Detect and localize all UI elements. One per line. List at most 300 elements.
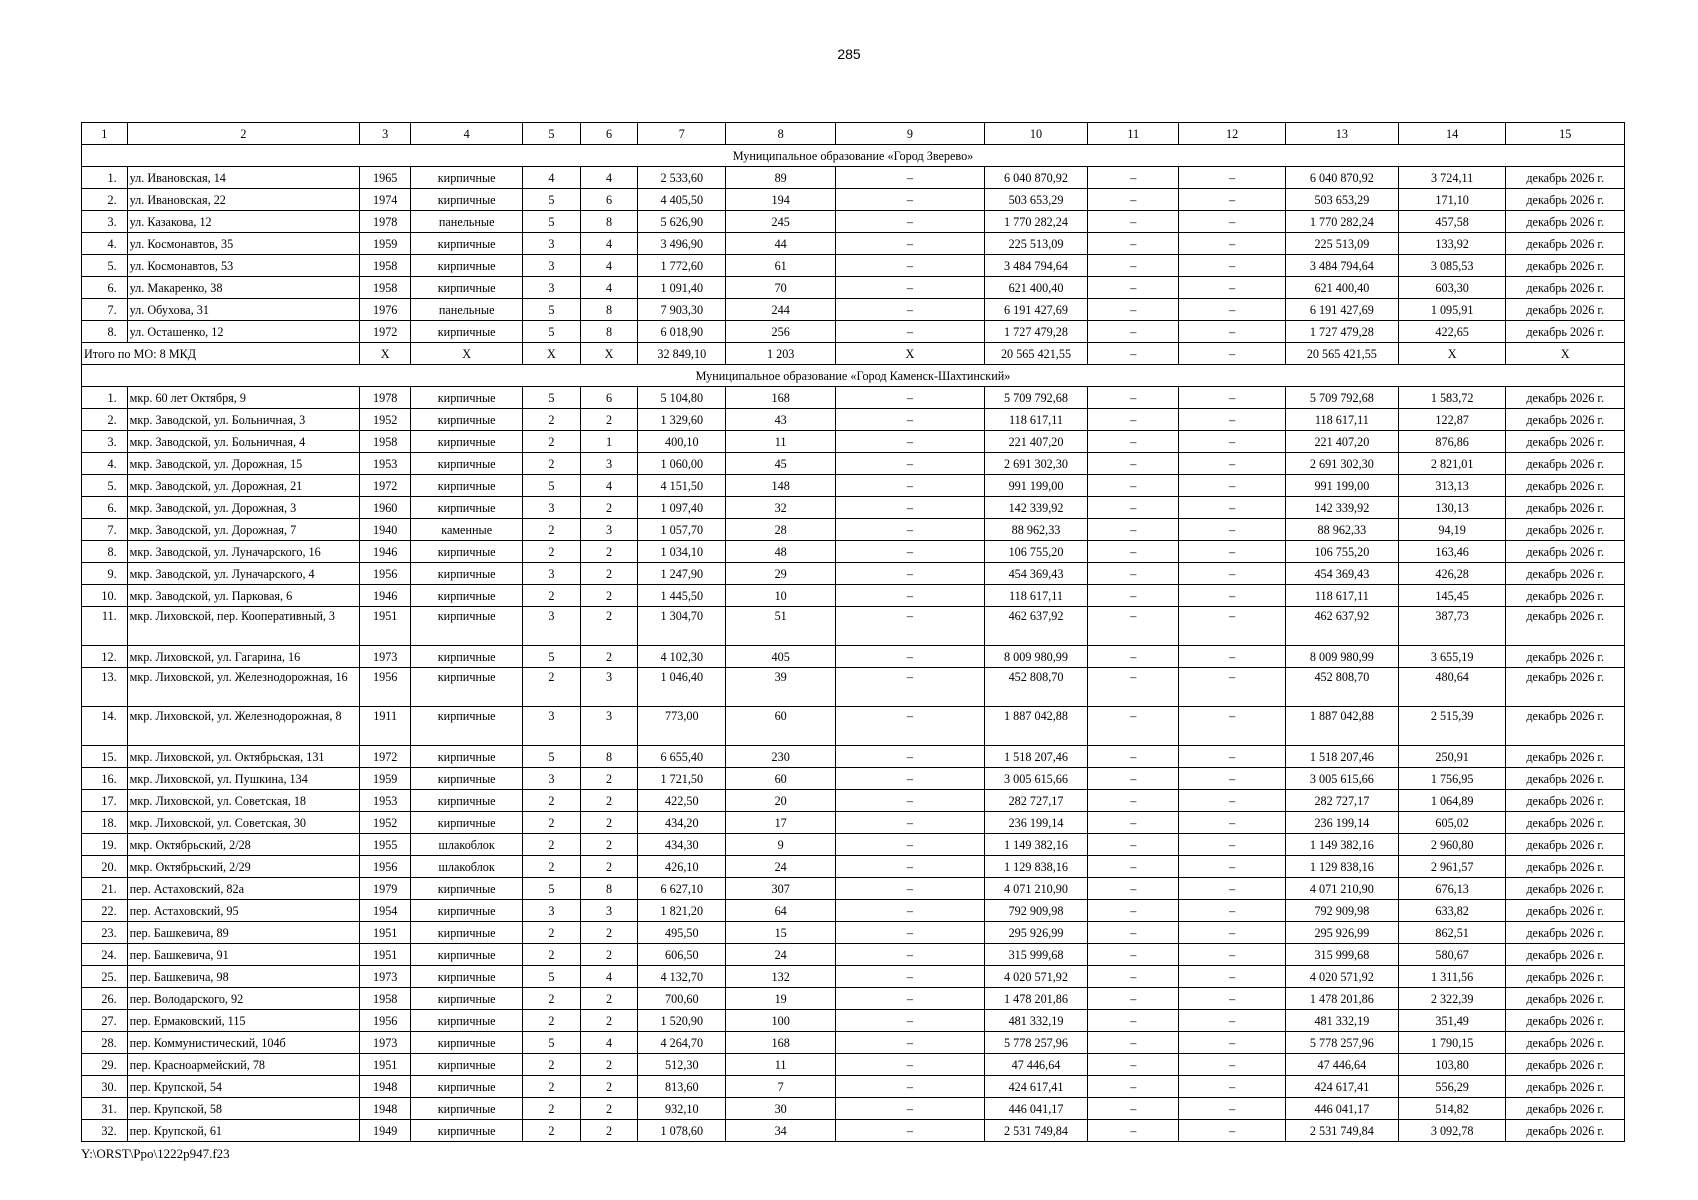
table-cell: 19. — [82, 834, 128, 856]
table-cell: – — [1088, 834, 1179, 856]
table-cell: 2 — [523, 431, 581, 453]
section-title: Муниципальное образование «Город Зверево» — [82, 145, 1625, 167]
table-cell: декабрь 2026 г. — [1506, 988, 1625, 1010]
table-cell: декабрь 2026 г. — [1506, 966, 1625, 988]
table-cell: – — [1179, 497, 1285, 519]
table-cell: 1951 — [360, 1054, 411, 1076]
table-cell: 307 — [726, 878, 836, 900]
table-cell: – — [1088, 387, 1179, 409]
table-cell: 5 — [523, 299, 581, 321]
table-cell: – — [836, 233, 985, 255]
table-cell: – — [836, 585, 985, 607]
table-cell: – — [1088, 1010, 1179, 1032]
table-cell: декабрь 2026 г. — [1506, 1010, 1625, 1032]
table-cell: 6 655,40 — [638, 746, 726, 768]
table-cell: 106 755,20 — [1285, 541, 1398, 563]
table-cell: – — [1179, 646, 1285, 668]
table-cell: – — [1179, 856, 1285, 878]
table-cell: ул. Осташенко, 12 — [127, 321, 360, 343]
table-cell: 1 091,40 — [638, 277, 726, 299]
table-cell: кирпичные — [411, 746, 523, 768]
table-cell: 221 407,20 — [1285, 431, 1398, 453]
table-cell: 2 — [580, 1098, 638, 1120]
table-cell: 4 020 571,92 — [1285, 966, 1398, 988]
table-cell: 792 909,98 — [1285, 900, 1398, 922]
table-cell: 3 — [523, 497, 581, 519]
table-cell: 2 — [580, 944, 638, 966]
table-cell: – — [836, 277, 985, 299]
table-cell: 2 322,39 — [1398, 988, 1506, 1010]
table-cell: 23. — [82, 922, 128, 944]
table-cell: – — [836, 834, 985, 856]
table-cell: 6 040 870,92 — [1285, 167, 1398, 189]
table-cell: 6 040 870,92 — [984, 167, 1087, 189]
table-cell: – — [1088, 497, 1179, 519]
table-cell: 6. — [82, 497, 128, 519]
table-cell: 130,13 — [1398, 497, 1506, 519]
table-cell: 168 — [726, 1032, 836, 1054]
table-cell: – — [1179, 746, 1285, 768]
table-cell: 1 727 479,28 — [984, 321, 1087, 343]
table-cell: 236 199,14 — [984, 812, 1087, 834]
table-row — [82, 646, 1625, 668]
table-row — [82, 387, 1625, 409]
table-cell: 1952 — [360, 409, 411, 431]
table-cell: 2 — [523, 922, 581, 944]
table-cell: 2 — [523, 519, 581, 541]
table-cell: – — [1179, 922, 1285, 944]
table-row — [82, 966, 1625, 988]
table-cell: 2 821,01 — [1398, 453, 1506, 475]
table-cell: 4 264,70 — [638, 1032, 726, 1054]
table-cell: декабрь 2026 г. — [1506, 167, 1625, 189]
table-cell: 221 407,20 — [984, 431, 1087, 453]
table-cell: кирпичные — [411, 431, 523, 453]
table-cell: – — [1088, 585, 1179, 607]
table-cell: 1 518 207,46 — [1285, 746, 1398, 768]
section-header-row — [82, 365, 1625, 387]
table-cell: 422,50 — [638, 790, 726, 812]
table-cell: 3 — [580, 900, 638, 922]
table-cell: 876,86 — [1398, 431, 1506, 453]
table-cell: пер. Крупской, 61 — [127, 1120, 360, 1142]
table-cell: 19 — [726, 988, 836, 1010]
table-cell: 10 — [726, 585, 836, 607]
total-label: Итого по МО: 8 МКД — [82, 343, 360, 365]
table-cell: пер. Астаховский, 95 — [127, 900, 360, 922]
table-cell: – — [1088, 966, 1179, 988]
table-cell: – — [836, 1032, 985, 1054]
table-cell: 1951 — [360, 922, 411, 944]
table-cell: кирпичные — [411, 453, 523, 475]
table-row — [82, 944, 1625, 966]
table-cell: мкр. Октябрьский, 2/29 — [127, 856, 360, 878]
table-cell: 424 617,41 — [1285, 1076, 1398, 1098]
table-cell: 2 — [580, 922, 638, 944]
table-row — [82, 768, 1625, 790]
table-cell: 2 — [580, 834, 638, 856]
table-cell: 2 — [580, 988, 638, 1010]
table-cell: 5 — [523, 321, 581, 343]
table-cell: 2 — [523, 1098, 581, 1120]
table-cell: 2 531 749,84 — [1285, 1120, 1398, 1142]
table-cell: 5 — [523, 878, 581, 900]
table-cell: 245 — [726, 211, 836, 233]
table-cell: – — [1179, 409, 1285, 431]
table-cell: кирпичные — [411, 233, 523, 255]
table-cell: 88 962,33 — [984, 519, 1087, 541]
table-cell: 1 478 201,86 — [1285, 988, 1398, 1010]
table-cell: кирпичные — [411, 922, 523, 944]
table-cell: 24 — [726, 856, 836, 878]
table-cell: 256 — [726, 321, 836, 343]
table-cell: 1948 — [360, 1098, 411, 1120]
table-cell: 100 — [726, 1010, 836, 1032]
table-cell: декабрь 2026 г. — [1506, 497, 1625, 519]
table-cell: декабрь 2026 г. — [1506, 189, 1625, 211]
table-cell: – — [1088, 563, 1179, 585]
table-row — [82, 1054, 1625, 1076]
table-cell: 3 — [523, 768, 581, 790]
table-cell: 9 — [726, 834, 836, 856]
table-cell: – — [1088, 812, 1179, 834]
column-number: 3 — [360, 123, 411, 145]
table-cell: 2 — [580, 812, 638, 834]
table-cell: мкр. Заводской, ул. Луначарского, 16 — [127, 541, 360, 563]
table-cell: 4 — [580, 233, 638, 255]
table-cell: – — [836, 966, 985, 988]
table-cell: кирпичные — [411, 255, 523, 277]
housing-register-table — [81, 122, 1625, 1142]
table-cell: – — [1179, 585, 1285, 607]
table-cell: мкр. Заводской, ул. Дорожная, 7 — [127, 519, 360, 541]
table-cell: 106 755,20 — [984, 541, 1087, 563]
table-cell: 862,51 — [1398, 922, 1506, 944]
table-cell: 6 191 427,69 — [1285, 299, 1398, 321]
table-cell: 1978 — [360, 211, 411, 233]
table-cell: 133,92 — [1398, 233, 1506, 255]
table-cell: 556,29 — [1398, 1076, 1506, 1098]
table-cell: 295 926,99 — [984, 922, 1087, 944]
table-cell: 168 — [726, 387, 836, 409]
table-cell: 1953 — [360, 790, 411, 812]
table-cell: 2 — [580, 646, 638, 668]
table-cell: 4 071 210,90 — [984, 878, 1087, 900]
table-cell: – — [1088, 211, 1179, 233]
table-cell: 32 — [726, 497, 836, 519]
table-cell: 2 515,39 — [1398, 707, 1506, 746]
table-cell: – — [1179, 607, 1285, 646]
table-cell: – — [836, 167, 985, 189]
table-row — [82, 1032, 1625, 1054]
table-cell: 4 071 210,90 — [1285, 878, 1398, 900]
table-cell: 446 041,17 — [1285, 1098, 1398, 1120]
table-cell: 1 064,89 — [1398, 790, 1506, 812]
table-cell: кирпичные — [411, 1054, 523, 1076]
table-cell: – — [1088, 646, 1179, 668]
table-cell: 2 — [523, 409, 581, 431]
table-row — [82, 497, 1625, 519]
table-row — [82, 167, 1625, 189]
table-cell: 60 — [726, 707, 836, 746]
table-cell: 225 513,09 — [1285, 233, 1398, 255]
table-cell: 7 903,30 — [638, 299, 726, 321]
table-cell: декабрь 2026 г. — [1506, 233, 1625, 255]
table-cell: 700,60 — [638, 988, 726, 1010]
table-cell: 194 — [726, 189, 836, 211]
table-cell: 11. — [82, 607, 128, 646]
table-cell: 603,30 — [1398, 277, 1506, 299]
table-cell: кирпичные — [411, 944, 523, 966]
table-cell: 1965 — [360, 167, 411, 189]
table-cell: мкр. Заводской, ул. Больничная, 4 — [127, 431, 360, 453]
table-cell: – — [1179, 812, 1285, 834]
table-cell: 400,10 — [638, 431, 726, 453]
table-cell: – — [1179, 944, 1285, 966]
table-cell: – — [1088, 299, 1179, 321]
table-cell: кирпичные — [411, 966, 523, 988]
table-cell: 454 369,43 — [1285, 563, 1398, 585]
table-cell: 1 329,60 — [638, 409, 726, 431]
table-cell: декабрь 2026 г. — [1506, 1076, 1625, 1098]
table-row — [82, 1076, 1625, 1098]
table-cell: – — [1179, 834, 1285, 856]
table-cell: 1940 — [360, 519, 411, 541]
table-cell: 163,46 — [1398, 541, 1506, 563]
table-cell: 148 — [726, 475, 836, 497]
table-cell: 424 617,41 — [984, 1076, 1087, 1098]
table-row — [82, 922, 1625, 944]
table-cell: пер. Башкевича, 91 — [127, 944, 360, 966]
table-cell: 2 — [523, 541, 581, 563]
table-cell: пер. Башкевича, 89 — [127, 922, 360, 944]
table-cell: – — [1088, 453, 1179, 475]
table-cell: ул. Макаренко, 38 — [127, 277, 360, 299]
table-row — [82, 453, 1625, 475]
table-cell: декабрь 2026 г. — [1506, 668, 1625, 707]
table-cell: – — [1088, 900, 1179, 922]
table-cell: декабрь 2026 г. — [1506, 585, 1625, 607]
table-cell: – — [836, 211, 985, 233]
table-row — [82, 299, 1625, 321]
table-cell: 2 — [580, 497, 638, 519]
table-cell: 313,13 — [1398, 475, 1506, 497]
table-cell: 3. — [82, 431, 128, 453]
table-cell: 2 — [523, 790, 581, 812]
table-cell: мкр. Заводской, ул. Луначарского, 4 — [127, 563, 360, 585]
table-row — [82, 233, 1625, 255]
table-cell: 1 790,15 — [1398, 1032, 1506, 1054]
table-cell: 1958 — [360, 277, 411, 299]
table-cell: 103,80 — [1398, 1054, 1506, 1076]
table-cell: 1 721,50 — [638, 768, 726, 790]
table-cell: декабрь 2026 г. — [1506, 321, 1625, 343]
table-cell: 1 821,20 — [638, 900, 726, 922]
table-cell: – — [836, 475, 985, 497]
table-cell: 3 — [523, 900, 581, 922]
table-cell: 122,87 — [1398, 409, 1506, 431]
table-cell: мкр. 60 лет Октября, 9 — [127, 387, 360, 409]
table-cell: 633,82 — [1398, 900, 1506, 922]
table-cell: – — [1088, 343, 1179, 365]
table-cell: 236 199,14 — [1285, 812, 1398, 834]
table-cell: 28. — [82, 1032, 128, 1054]
table-row — [82, 668, 1625, 707]
table-cell: 315 999,68 — [1285, 944, 1398, 966]
table-cell: 5 778 257,96 — [984, 1032, 1087, 1054]
table-cell: декабрь 2026 г. — [1506, 944, 1625, 966]
table-cell: декабрь 2026 г. — [1506, 900, 1625, 922]
table-cell: 1973 — [360, 646, 411, 668]
table-cell: 60 — [726, 768, 836, 790]
table-cell: кирпичные — [411, 1010, 523, 1032]
table-cell: 514,82 — [1398, 1098, 1506, 1120]
table-cell: кирпичные — [411, 988, 523, 1010]
table-cell: – — [1179, 1010, 1285, 1032]
table-cell: 4 405,50 — [638, 189, 726, 211]
table-cell: 1958 — [360, 255, 411, 277]
column-number-row — [82, 123, 1625, 145]
table-cell: – — [836, 255, 985, 277]
table-cell: – — [1179, 1120, 1285, 1142]
table-cell: кирпичные — [411, 607, 523, 646]
table-cell: 3 005 615,66 — [1285, 768, 1398, 790]
table-cell: 495,50 — [638, 922, 726, 944]
table-cell: мкр. Лиховской, ул. Октябрьская, 131 — [127, 746, 360, 768]
table-cell: мкр. Лиховской, ул. Советская, 30 — [127, 812, 360, 834]
table-cell: 4. — [82, 233, 128, 255]
table-cell: – — [836, 668, 985, 707]
table-row — [82, 790, 1625, 812]
table-cell: 991 199,00 — [1285, 475, 1398, 497]
table-cell: 5 — [523, 746, 581, 768]
table-cell: 1951 — [360, 944, 411, 966]
table-cell: – — [836, 856, 985, 878]
table-cell: 2 — [523, 453, 581, 475]
table-cell: декабрь 2026 г. — [1506, 1098, 1625, 1120]
table-cell: – — [1088, 519, 1179, 541]
table-cell: декабрь 2026 г. — [1506, 646, 1625, 668]
table-cell: 2 — [580, 1120, 638, 1142]
table-cell: – — [1179, 878, 1285, 900]
table-cell: декабрь 2026 г. — [1506, 922, 1625, 944]
table-cell: 351,49 — [1398, 1010, 1506, 1032]
table-cell: 2. — [82, 189, 128, 211]
table-cell: ул. Космонавтов, 53 — [127, 255, 360, 277]
table-cell: пер. Астаховский, 82а — [127, 878, 360, 900]
table-row — [82, 563, 1625, 585]
table-cell: 2 — [580, 856, 638, 878]
table-cell: 422,65 — [1398, 321, 1506, 343]
table-cell: 1948 — [360, 1076, 411, 1098]
table-cell: 145,45 — [1398, 585, 1506, 607]
table-cell: 17 — [726, 812, 836, 834]
table-cell: ул. Космонавтов, 35 — [127, 233, 360, 255]
table-cell: 3 — [580, 668, 638, 707]
table-cell: X — [1398, 343, 1506, 365]
table-cell: – — [1179, 321, 1285, 343]
table-cell: 2 — [580, 585, 638, 607]
table-cell: 230 — [726, 746, 836, 768]
table-cell: кирпичные — [411, 1098, 523, 1120]
table-cell: 480,64 — [1398, 668, 1506, 707]
table-cell: 20. — [82, 856, 128, 878]
table-row — [82, 321, 1625, 343]
table-cell: 30 — [726, 1098, 836, 1120]
table-cell: 3 — [523, 707, 581, 746]
table-cell: 8 — [580, 746, 638, 768]
table-cell: 17. — [82, 790, 128, 812]
table-cell: 621 400,40 — [984, 277, 1087, 299]
table-cell: 4 — [580, 475, 638, 497]
table-cell: мкр. Заводской, ул. Дорожная, 15 — [127, 453, 360, 475]
table-cell: X — [836, 343, 985, 365]
table-cell: X — [523, 343, 581, 365]
table-cell: 1 887 042,88 — [1285, 707, 1398, 746]
table-cell: 118 617,11 — [984, 585, 1087, 607]
table-cell: 51 — [726, 607, 836, 646]
table-row — [82, 856, 1625, 878]
table-cell: 1959 — [360, 233, 411, 255]
table-cell: ул. Ивановская, 14 — [127, 167, 360, 189]
table-cell: – — [1179, 563, 1285, 585]
table-cell: кирпичные — [411, 497, 523, 519]
table-cell: кирпичные — [411, 790, 523, 812]
table-cell: кирпичные — [411, 668, 523, 707]
table-cell: 29 — [726, 563, 836, 585]
table-cell: кирпичные — [411, 900, 523, 922]
table-cell: – — [836, 431, 985, 453]
table-cell: – — [1179, 167, 1285, 189]
table-cell: 16. — [82, 768, 128, 790]
table-cell: кирпичные — [411, 409, 523, 431]
table-cell: 676,13 — [1398, 878, 1506, 900]
table-cell: 4 — [523, 167, 581, 189]
table-cell: 21. — [82, 878, 128, 900]
table-cell: кирпичные — [411, 167, 523, 189]
table-cell: 8 009 980,99 — [984, 646, 1087, 668]
table-cell: 94,19 — [1398, 519, 1506, 541]
table-cell: 2 — [580, 541, 638, 563]
table-cell: 2 — [523, 585, 581, 607]
table-cell: – — [1179, 1032, 1285, 1054]
table-cell: панельные — [411, 299, 523, 321]
table-cell: 6 — [580, 387, 638, 409]
table-cell: 61 — [726, 255, 836, 277]
table-cell: ул. Обухова, 31 — [127, 299, 360, 321]
table-cell: декабрь 2026 г. — [1506, 299, 1625, 321]
table-cell: 8. — [82, 321, 128, 343]
table-cell: 24 — [726, 944, 836, 966]
table-cell: – — [1088, 707, 1179, 746]
table-cell: 295 926,99 — [1285, 922, 1398, 944]
table-cell: 3 724,11 — [1398, 167, 1506, 189]
table-cell: пер. Башкевича, 98 — [127, 966, 360, 988]
table-cell: 2 — [580, 1076, 638, 1098]
table-cell: – — [836, 519, 985, 541]
table-cell: 1 060,00 — [638, 453, 726, 475]
table-cell: декабрь 2026 г. — [1506, 768, 1625, 790]
table-cell: пер. Крупской, 54 — [127, 1076, 360, 1098]
table-cell: 2 — [580, 768, 638, 790]
table-cell: – — [836, 607, 985, 646]
table-cell: – — [1179, 189, 1285, 211]
table-cell: 5 — [523, 966, 581, 988]
table-cell: 5 709 792,68 — [1285, 387, 1398, 409]
table-row — [82, 431, 1625, 453]
table-body — [82, 123, 1625, 1142]
table-cell: 605,02 — [1398, 812, 1506, 834]
